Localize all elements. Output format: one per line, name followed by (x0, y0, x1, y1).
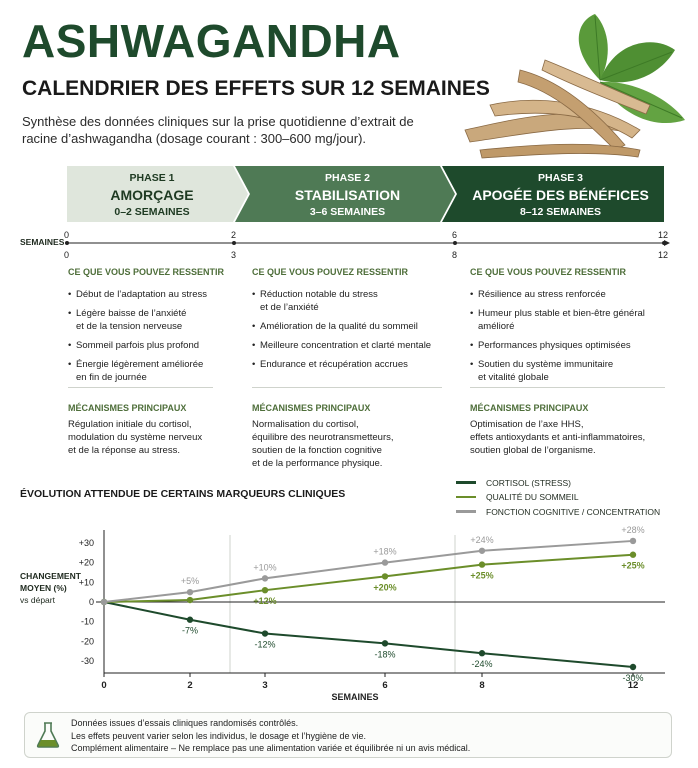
phase-3-details (470, 266, 675, 456)
phase-number: PHASE 1 (129, 172, 175, 184)
timeline-tick: 12 (658, 230, 669, 240)
legend-label: CORTISOL (STRESS) (486, 477, 572, 488)
phase-name: AMORÇAGE (110, 187, 194, 203)
flask-icon (35, 721, 61, 749)
y-tick-label: 0 (88, 597, 94, 607)
data-point (187, 589, 193, 595)
data-point (479, 548, 485, 554)
data-label: +5% (180, 576, 200, 587)
x-tick-label: 3 (262, 680, 268, 691)
data-point (630, 664, 636, 670)
timeline-axis (0, 234, 698, 254)
data-point (187, 617, 193, 623)
list-item: • Amélioration de la qualité du sommeil (252, 320, 452, 333)
disclaimer-box (24, 712, 672, 758)
feel-heading: CE QUE VOUS POUVEZ RESSENTIR (252, 267, 409, 277)
disclaimer-line: Complément alimentaire – Ne remplace pas une alimentation variée et équilibrée ni un avis médical. (71, 743, 471, 753)
data-label: -7% (181, 625, 199, 636)
data-label: -18% (374, 649, 396, 660)
timeline-label: SEMAINES (20, 237, 65, 247)
data-label: -24% (471, 659, 493, 670)
timeline-tick: 3 (231, 250, 237, 260)
y-tick-label: +20 (78, 557, 94, 568)
list-item: • Énergie légèrement améliorée en fin de journée (68, 358, 268, 384)
y-tick-label: +30 (78, 537, 94, 548)
feel-list (252, 288, 452, 371)
y-tick-label: +10 (78, 577, 94, 588)
phase-weeks: 3–6 SEMAINES (309, 206, 386, 218)
y-tick-label: -10 (80, 616, 94, 627)
data-point (479, 650, 485, 656)
list-item: • Résilience au stress renforcée (470, 288, 675, 301)
list-item: • Performances physiques optimisées (470, 339, 675, 352)
list-item: • Début de l’adaptation au stress (68, 288, 268, 301)
timeline-tick: 0 (64, 230, 70, 240)
data-label: +20% (373, 582, 397, 593)
disclaimer-lines (71, 717, 470, 755)
phase-weeks: 0–2 SEMAINES (114, 206, 190, 218)
mechanisms-text: Optimisation de l’axe HHS, effets antioxydants et anti-inflammatoires, soutien global de l’organisme. (470, 419, 646, 456)
data-point (101, 599, 107, 605)
x-tick-label: 12 (627, 680, 639, 691)
mechanisms-text: Régulation initiale du cortisol, modulation du système nerveux et de la réponse au stress. (68, 419, 203, 456)
mechanisms-heading: MÉCANISMES PRINCIPAUX (252, 403, 371, 413)
list-item: • Légère baisse de l’anxiété et de la tension nerveuse (68, 307, 268, 333)
x-tick-label: 6 (382, 680, 388, 691)
series-line (104, 541, 633, 602)
x-axis-label: SEMAINES (331, 692, 379, 702)
x-tick-label: 0 (101, 680, 107, 691)
data-point (479, 561, 485, 567)
data-label: +25% (621, 560, 645, 571)
y-tick-label: -30 (80, 656, 94, 667)
chart-legend (456, 476, 660, 520)
legend-swatch (456, 510, 476, 513)
data-point (262, 587, 268, 593)
phase-name: STABILISATION (294, 187, 401, 203)
y-label-line: MOYEN (%) (20, 583, 67, 593)
phase-2-details (252, 266, 452, 469)
feel-list (470, 288, 675, 384)
data-label: +28% (621, 524, 645, 535)
timeline-tick: 12 (658, 250, 669, 260)
phase-1-banner (67, 166, 237, 222)
page-title: ASHWAGANDHA (22, 15, 401, 67)
timeline-tick: 0 (64, 250, 70, 260)
mechanisms-heading: MÉCANISMES PRINCIPAUX (470, 403, 589, 413)
data-point (262, 575, 268, 581)
data-label: -30% (622, 673, 644, 683)
disclaimer-line: Les effets peuvent varier selon les individus, le dosage et l’hygiène de vie. (71, 730, 367, 741)
data-point (382, 640, 388, 646)
data-label: -12% (254, 639, 276, 650)
data-label: +12% (253, 596, 277, 607)
data-point (382, 559, 388, 565)
list-item: • Réduction notable du stress et de l’anxiété (252, 288, 452, 314)
y-label-line: CHANGEMENT (20, 571, 81, 581)
disclaimer-line: Données issues d’essais cliniques randomisés contrôlés. (71, 718, 299, 728)
phase-number: PHASE 2 (325, 172, 370, 184)
page-subtitle: CALENDRIER DES EFFETS SUR 12 SEMAINES (22, 77, 490, 100)
feel-heading: CE QUE VOUS POUVEZ RESSENTIR (68, 267, 225, 277)
legend-swatch (456, 496, 476, 499)
data-point (187, 597, 193, 603)
data-point (630, 552, 636, 558)
intro-text: Synthèse des données cliniques sur la prise quotidienne d’extrait de racine d’ashwagandha (dosage courant : 300–600 mg/jour). (22, 114, 414, 146)
data-point (262, 630, 268, 636)
line-chart (0, 515, 698, 705)
data-label: +10% (253, 562, 277, 573)
legend-label: FONCTION COGNITIVE / CONCENTRATION (486, 506, 661, 517)
legend-label: QUALITÉ DU SOMMEIL (486, 492, 579, 502)
timeline-tick: 8 (452, 250, 458, 260)
phase-number: PHASE 3 (538, 172, 583, 184)
phase-name: APOGÉE DES BÉNÉFICES (472, 187, 649, 203)
data-label: +18% (373, 546, 397, 557)
feel-list (68, 288, 268, 384)
phase-1-details (68, 266, 268, 456)
x-tick-label: 8 (479, 680, 485, 691)
timeline-tick: 2 (231, 230, 237, 240)
mechanisms-heading: MÉCANISMES PRINCIPAUX (68, 403, 187, 413)
list-item: • Humeur plus stable et bien-être général amélioré (470, 307, 675, 333)
list-item: • Soutien du système immunitaire et vitalité globale (470, 358, 675, 384)
chart-title: ÉVOLUTION ATTENDUE DE CERTAINS MARQUEURS CLINIQUES (20, 488, 346, 500)
x-tick-label: 2 (187, 680, 193, 691)
data-label: +24% (470, 534, 494, 545)
data-label: +25% (470, 570, 494, 581)
feel-heading: CE QUE VOUS POUVEZ RESSENTIR (470, 267, 627, 277)
legend-item-cortisol (456, 476, 660, 489)
divider (68, 387, 213, 388)
mechanisms-text: Normalisation du cortisol, équilibre des neurotransmetteurs, soutien de la fonction cognitive et de la performance physique. (252, 419, 394, 469)
y-label-line: vs départ (20, 595, 55, 605)
divider (252, 387, 442, 388)
phase-3-banner (457, 166, 664, 222)
list-item: • Meilleure concentration et clarté mentale (252, 339, 452, 352)
data-point (630, 538, 636, 544)
phase-weeks: 8–12 SEMAINES (519, 206, 602, 218)
timeline-tick: 6 (452, 230, 458, 240)
y-tick-label: -20 (80, 636, 94, 647)
list-item: • Sommeil parfois plus profond (68, 339, 268, 352)
divider (470, 387, 665, 388)
list-item: • Endurance et récupération accrues (252, 358, 452, 371)
legend-item-sleep (456, 491, 660, 504)
legend-swatch (456, 481, 476, 484)
phase-2-banner (250, 166, 445, 222)
data-point (382, 573, 388, 579)
